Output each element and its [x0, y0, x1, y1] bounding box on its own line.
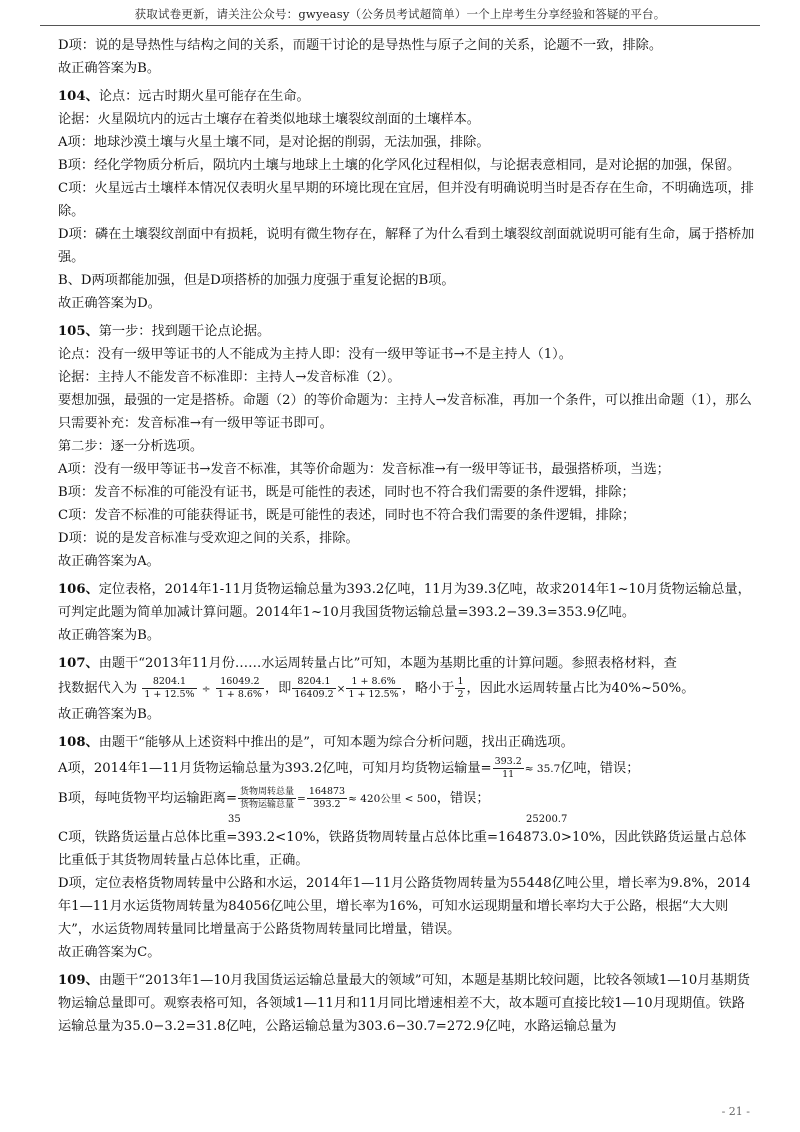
- question-text: 由题干“能够从上述资料中推出的是”，可知本题为综合分析问题，找出正确选项。: [98, 735, 574, 750]
- argument-line: 论据：火星陨坑内的远古土壤存在着类似地球土壤裂纹剖面的土壤样本。: [58, 112, 480, 127]
- page-number: - 21 -: [721, 1105, 750, 1118]
- fraction-numerators: 35 25200.7: [228, 814, 568, 825]
- fraction: $\frac{393.2}{11}$: [494, 756, 522, 780]
- question-number: 105、: [58, 324, 99, 339]
- fraction: $\frac{8204.1}{16409.2}$: [294, 676, 334, 700]
- thesis-line: 论点：没有一级甲等证书的人不能成为主持人即：没有一级甲等证书→不是主持人（1）。: [58, 347, 572, 362]
- option-b-text: B项：经化学物质分析后，陨坑内土壤与地球上土壤的化学风化过程相似，与论据表意相同，是对论据的加强，保留。: [58, 158, 741, 173]
- formula-line: 找数据代入为 $\frac{8204.1}{1 + 12.5\%}$ ÷ $\frac{16049.2}{1 + 8.6\%}$ ，即 $\frac{8204.1}{16409.2}$ × $\frac{1 + 8.6\%}{1 + 12.5\%}$ ，略小于 $\frac{1}{2}$ ，因此水运周转量占比为40%~50%。: [58, 676, 695, 700]
- answer-line: 故正确答案为C。: [58, 945, 161, 960]
- option-a-text: A项：没有一级甲等证书→发音不标准，其等价命题为：发音标准→有一级甲等证书，最强搭桥项，当选；: [58, 462, 670, 477]
- option-d-text: D项：说的是导热性与结构之间的关系，而题干讨论的是导热性与原子之间的关系，论题不一致，排除。: [58, 38, 663, 53]
- answer-line: 故正确答案为B。: [58, 61, 161, 76]
- reasoning-line: 要想加强，最强的一定是搭桥。命题（2）的等价命题为：主持人→发音标准，再加一个条件，可以推出命题（1），那么只需要补充：发音标准→有一级甲等证书即可。: [58, 393, 752, 431]
- fraction: $\frac{\text{货物周转总量}}{\text{货物运输总量}}$: [240, 787, 295, 810]
- option-c-text: C项：火星远古土壤样本情况仅表明火星早期的环境比现在宜居，但并没有明确说明当时是否存在生命，不明确选项，排除。: [58, 181, 754, 219]
- question-106: [58, 578, 756, 624]
- option-b-text: B项：发音不标准的可能没有证书，既是可能性的表述，同时也不符合我们需要的条件逻辑，排除；: [58, 485, 635, 500]
- page-header: 获取试卷更新，请关注公众号：gwyeasy（公务员考试超简单）一个上岸考生分享经验和答疑的平台。: [134, 7, 666, 21]
- fraction: $\frac{16049.2}{1 + 8.6\%}$: [217, 676, 262, 700]
- option-c-text: C项：发音不标准的可能获得证书，既是可能性的表述，同时也不符合我们需要的条件逻辑，排除；: [58, 508, 636, 523]
- answer-explanations: [58, 34, 756, 1038]
- fraction: $\frac{1 + 8.6\%}{1 + 12.5\%}$: [348, 676, 399, 700]
- question-number: 108、: [58, 735, 99, 750]
- answer-line: 故正确答案为B。: [58, 628, 161, 643]
- question-text: 论点：远古时期火星可能存在生命。: [98, 89, 310, 104]
- option-d-text: D项：说的是发音标准与受欢迎之间的关系，排除。: [58, 531, 359, 546]
- step-line: 第二步：逐一分析选项。: [58, 439, 204, 454]
- question-text: 定位表格，2014年1-11月货物运输总量为393.2亿吨，11月为39.3亿吨，故求2014年1~10月货物运输总量，可判定此题为简单加减计算问题。2014年1~10月我国货物运输总量=393.2−39.3=353.9亿吨。: [58, 582, 751, 620]
- question-text: 由题干“2013年11月份……水运周转量占比”可知，本题为基期比重的计算问题。参照表格材料，查: [98, 656, 677, 671]
- fraction: $\frac{164873}{393.2}$: [308, 786, 346, 810]
- question-108: [58, 731, 756, 754]
- answer-line: 故正确答案为A。: [58, 554, 160, 569]
- option-a-text: A项，2014年1—11月货物运输总量为393.2亿吨，可知月均货物运输量= $\frac{393.2}{11}$ ≈ 35.7亿吨，错误；: [58, 756, 640, 780]
- fraction: $\frac{8204.1}{1 + 12.5\%}$: [144, 676, 195, 700]
- question-number: 107、: [58, 656, 99, 671]
- question-104: [58, 85, 756, 108]
- question-number: 106、: [58, 582, 99, 597]
- question-107: [58, 652, 756, 675]
- fraction: $\frac{1}{2}$: [457, 676, 464, 700]
- comparison-line: B、D两项都能加强，但是D项搭桥的加强力度强于重复论据的B项。: [58, 273, 455, 288]
- question-number: 109、: [58, 973, 99, 988]
- option-d-text: D项，定位表格货物周转量中公路和水运，2014年1—11月公路货物周转量为55448亿吨公里，增长率为9.8%，2014年1—11月水运货物周转量为84056亿吨公里，增长率为16%，可知水运现期量和增长率均大于公路，根据“大大则大”，水运货物周转量同比增量高于公路货物周转量同比增量，错误。: [58, 876, 751, 937]
- option-d-text: D项：磷在土壤裂纹剖面中有损耗，说明有微生物存在，解释了为什么看到土壤裂纹剖面就说明可能有生命，属于搭桥加强。: [58, 227, 755, 265]
- argument-line: 论据：主持人不能发音不标准即：主持人→发音标准（2）。: [58, 370, 401, 385]
- answer-line: 故正确答案为B。: [58, 707, 161, 722]
- header-divider: [40, 25, 760, 26]
- question-number: 104、: [58, 89, 99, 104]
- answer-line: 故正确答案为D。: [58, 296, 161, 311]
- option-a-text: A项：地球沙漠土壤与火星土壤不同，是对论据的削弱，无法加强，排除。: [58, 135, 490, 150]
- option-b-text: B项，每吨货物平均运输距离= $\frac{\text{货物周转总量}}{\text{货物运输总量}}$ = $\frac{164873}{393.2}$ ≈ 420公里 < 500，错误；: [58, 786, 490, 810]
- question-105: [58, 320, 756, 343]
- question-text: 第一步：找到题干论点论据。: [98, 324, 271, 339]
- option-c-text: C项，铁路货运量占总体比重=393.2<10%，铁路货物周转量占总体比重=164873.0>10%，因此铁路货运量占总体比重低于其货物周转量占总体比重，正确。: [58, 830, 747, 868]
- question-text: 由题干“2013年1—10月我国货运运输总量最大的领域”可知，本题是基期比较问题，比较各领域1—10月基期货物运输总量即可。观察表格可知，各领域1—11月和11月同比增速相差不大，故本题可直接比较1—10月现期值。铁路运输总量为35.0−3.2=31.8亿吨，公路运输总量为303.6−30.7=272.9亿吨，水路运输总量为: [58, 973, 750, 1034]
- question-109: [58, 969, 756, 1038]
